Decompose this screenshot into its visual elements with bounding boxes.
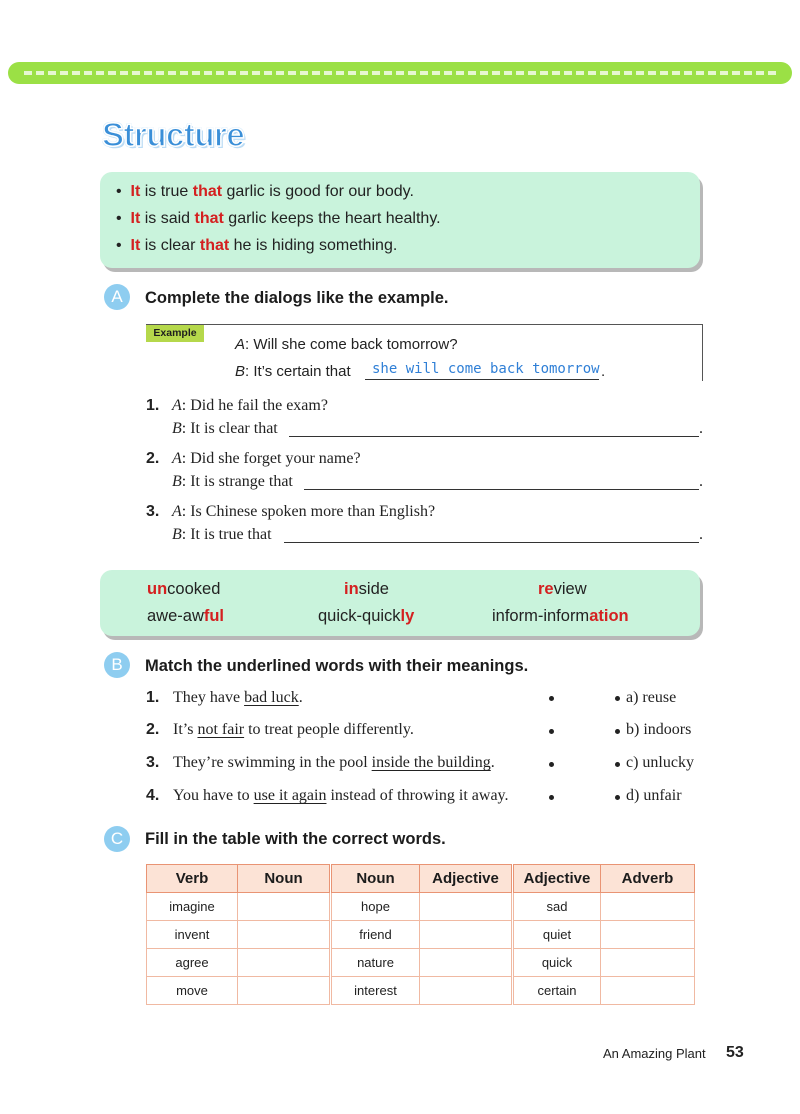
cell-answer[interactable]	[238, 949, 330, 977]
match-dot-right-a[interactable]	[615, 696, 620, 701]
cell-adjective: sad	[514, 893, 601, 921]
cell-answer[interactable]	[238, 921, 330, 949]
match-dot-right-b[interactable]	[615, 729, 620, 734]
meaning-a: a) reuse	[626, 689, 677, 706]
section-b-instruction: Match the underlined words with their meanings.	[145, 657, 529, 675]
table-verb-noun	[146, 864, 330, 1005]
a-item-2-line-a: A: Did she forget your name?	[172, 450, 361, 467]
cell-noun: interest	[332, 977, 420, 1005]
a-item-1-answer-blank[interactable]	[289, 436, 699, 437]
cell-noun: nature	[332, 949, 420, 977]
word-review: review	[538, 580, 587, 598]
section-title: Structure	[102, 116, 245, 153]
cell-verb: imagine	[147, 893, 238, 921]
meaning-b: b) indoors	[626, 721, 692, 738]
a-item-2-end: .	[699, 473, 703, 490]
meaning-c: c) unlucky	[626, 754, 694, 771]
cell-verb: invent	[147, 921, 238, 949]
cell-answer[interactable]	[238, 977, 330, 1005]
table-adjective-adverb	[513, 864, 695, 1005]
b-item-3-num: 3.	[146, 754, 160, 771]
match-dot-right-d[interactable]	[615, 795, 620, 800]
header-adjective: Adjective	[514, 865, 601, 893]
header-adverb: Adverb	[601, 865, 695, 893]
meaning-d: d) unfair	[626, 787, 682, 804]
structure-line-1: • It is true that garlic is good for our body.	[116, 183, 414, 200]
example-answer: she will come back tomorrow	[372, 361, 600, 377]
a-item-3-num: 3.	[146, 503, 160, 520]
cell-adjective: quiet	[514, 921, 601, 949]
structure-line-3: • It is clear that he is hiding something.	[116, 237, 398, 254]
a-item-2-num: 2.	[146, 450, 160, 467]
word-awful: awe-awful	[147, 607, 225, 625]
header-noun: Noun	[332, 865, 420, 893]
cell-answer[interactable]	[238, 893, 330, 921]
header-adjective: Adjective	[420, 865, 512, 893]
table-noun-adjective	[331, 864, 512, 1005]
cell-adjective: certain	[514, 977, 601, 1005]
cell-noun: hope	[332, 893, 420, 921]
footer-chapter-title: An Amazing Plant	[603, 1046, 706, 1061]
b-item-4-num: 4.	[146, 787, 160, 804]
cell-adjective: quick	[514, 949, 601, 977]
cell-answer[interactable]	[420, 893, 512, 921]
a-item-1-end: .	[699, 420, 703, 437]
section-a-instruction: Complete the dialogs like the example.	[145, 289, 449, 307]
match-dot-right-c[interactable]	[615, 762, 620, 767]
cell-answer[interactable]	[601, 949, 695, 977]
a-item-2-line-b: B: It is strange that	[172, 473, 293, 490]
a-item-1-line-a: A: Did he fail the exam?	[172, 397, 328, 414]
band-dash-pattern	[24, 71, 776, 75]
example-line-a: A: Will she come back tomorrow?	[235, 336, 458, 353]
match-dot-left-2[interactable]	[549, 729, 554, 734]
a-item-1-num: 1.	[146, 397, 160, 414]
page-number: 53	[726, 1044, 744, 1061]
example-end: .	[601, 363, 606, 380]
match-dot-left-4[interactable]	[549, 795, 554, 800]
match-dot-left-3[interactable]	[549, 762, 554, 767]
cell-answer[interactable]	[420, 921, 512, 949]
b-item-3-sentence: They’re swimming in the pool inside the building.	[173, 754, 495, 771]
a-item-1-line-b: B: It is clear that	[172, 420, 278, 437]
cell-verb: agree	[147, 949, 238, 977]
example-line-b: B: It’s certain that	[235, 363, 351, 380]
word-uncooked: uncooked	[147, 580, 221, 598]
cell-answer[interactable]	[420, 977, 512, 1005]
b-item-4-sentence: You have to use it again instead of throwing it away.	[173, 787, 509, 804]
example-tag: Example	[146, 325, 204, 342]
example-answer-line	[365, 379, 599, 380]
word-quickly: quick-quickly	[318, 607, 415, 625]
cell-verb: move	[147, 977, 238, 1005]
b-item-1-num: 1.	[146, 689, 160, 706]
cell-answer[interactable]	[601, 977, 695, 1005]
b-item-2-num: 2.	[146, 721, 160, 738]
b-item-2-sentence: It’s not fair to treat people differently.	[173, 721, 414, 738]
cell-answer[interactable]	[601, 921, 695, 949]
word-inside: inside	[344, 580, 389, 598]
section-b-badge: B	[104, 652, 130, 678]
header-verb: Verb	[147, 865, 238, 893]
header-noun: Noun	[238, 865, 330, 893]
structure-line-2: • It is said that garlic keeps the heart healthy.	[116, 210, 441, 227]
a-item-3-line-b: B: It is true that	[172, 526, 272, 543]
cell-noun: friend	[332, 921, 420, 949]
a-item-3-line-a: A: Is Chinese spoken more than English?	[172, 503, 436, 520]
match-dot-left-1[interactable]	[549, 696, 554, 701]
section-c-badge: C	[104, 826, 130, 852]
cell-answer[interactable]	[601, 893, 695, 921]
word-information: inform-information	[492, 607, 629, 625]
section-a-badge: A	[104, 284, 130, 310]
section-c-instruction: Fill in the table with the correct words.	[145, 830, 446, 848]
a-item-2-answer-blank[interactable]	[304, 489, 699, 490]
a-item-3-end: .	[699, 526, 703, 543]
b-item-1-sentence: They have bad luck.	[173, 689, 303, 706]
a-item-3-answer-blank[interactable]	[284, 542, 699, 543]
cell-answer[interactable]	[420, 949, 512, 977]
